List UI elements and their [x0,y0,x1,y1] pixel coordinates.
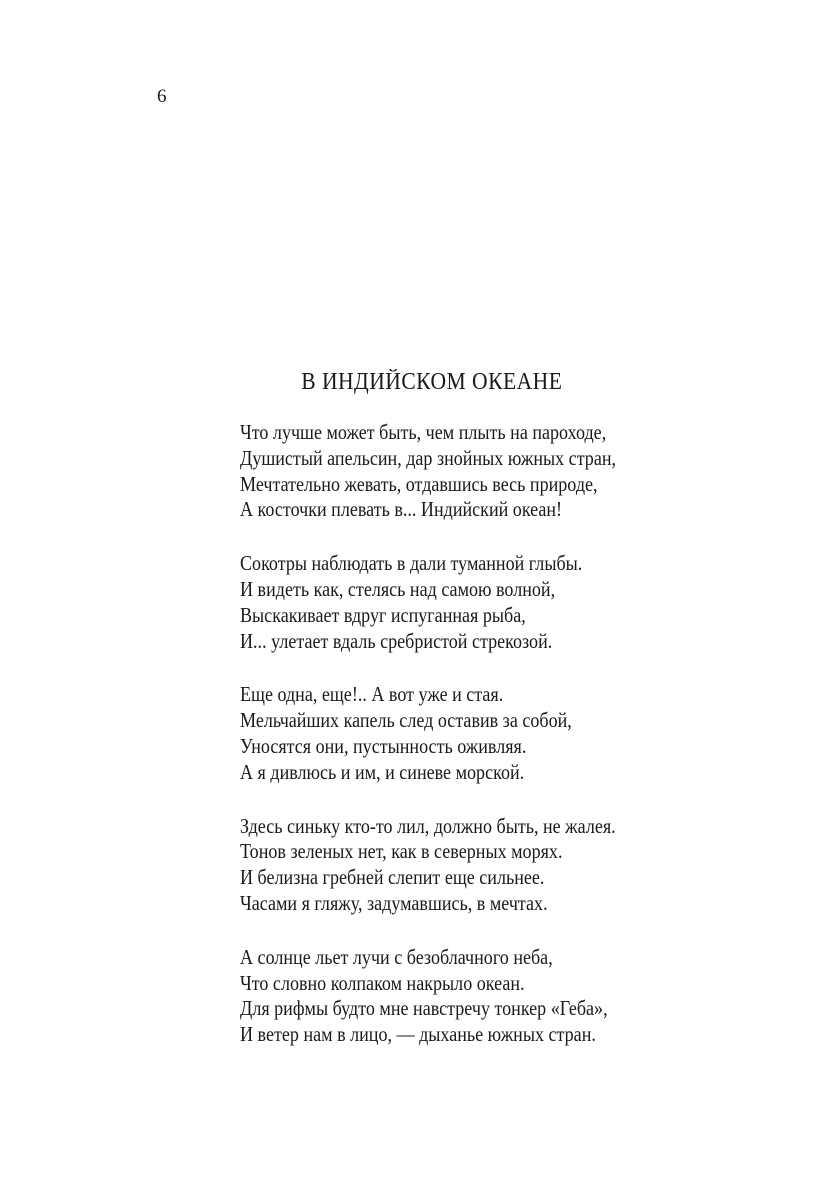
stanza-3 [240,682,800,785]
stanza-4 [240,814,800,917]
poem-line: И видеть как, стелясь над самою волной, [240,576,556,601]
page-number: 6 [157,86,167,107]
poem-line: Мечтательно жевать, отдавшись весь природе, [240,471,598,496]
poem-line: Для рифмы будто мне навстречу тонкер «Геба», [240,996,608,1021]
poem-line: Тонов зеленых нет, как в северных морях. [240,839,563,864]
poem-line: И белизна гребней слепит еще сильнее. [240,865,545,890]
poem-line: Уносятся они, пустынность оживляя. [240,733,527,758]
poem-line: А я дивлюсь и им, и синеве морской. [240,759,525,784]
poem-line: Еще одна, еще!.. А вот уже и стая. [240,682,504,707]
poem-body [240,420,800,1076]
poem-line: Что словно колпаком накрыло океан. [240,970,525,995]
stanza-2 [240,551,800,654]
poem-line: А солнце льет лучи с безоблачного неба, [240,944,553,969]
poem-line: А косточки плевать в... Индийский океан! [240,497,563,522]
poem-line: Часами я гляжу, задумавшись, в мечтах. [240,890,548,915]
poem-line: Что лучше может быть, чем плыть на пароходе, [240,420,607,444]
poem-line: Сокотры наблюдать в дали туманной глыбы. [240,551,583,576]
poem-line: И ветер нам в лицо, — дыханье южных стран. [240,1022,596,1047]
poem-line: Здесь синьку кто-то лил, должно быть, не жалея. [240,813,616,838]
stanza-1 [240,420,800,523]
poem-line: И... улетает вдаль сребристой стрекозой. [240,628,553,653]
stanza-5 [240,945,800,1048]
poem-line: Душистый апельсин, дар знойных южных стран, [240,445,617,470]
poem-line: Мельчайших капель след оставив за собой, [240,708,572,733]
poem-title: В ИНДИЙСКОМ ОКЕАНЕ [301,369,563,395]
poem-line: Выскакивает вдруг испуганная рыба, [240,602,526,627]
